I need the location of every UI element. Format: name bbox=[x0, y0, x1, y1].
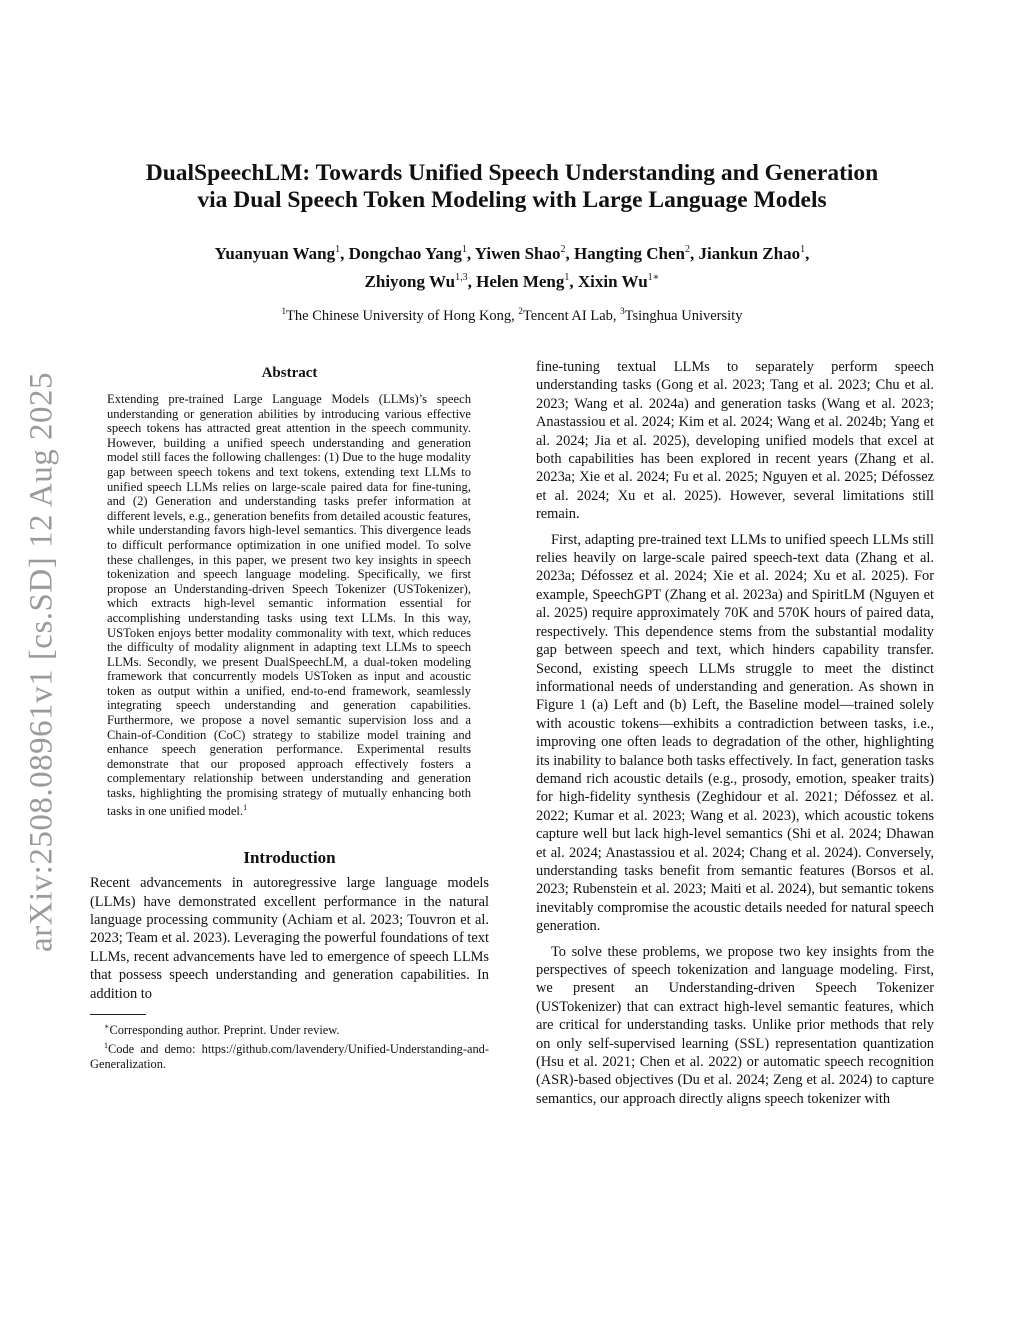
footnote-text: Corresponding author. Preprint. Under review. bbox=[109, 1023, 340, 1038]
intro-paragraph-1: Recent advancements in autoregressive large language models (LLMs) have demonstrated excellent performance in the natural language processing community (Achiam et al. 2023; Touvron et al. 2023; Team et al. 2023). Leveraging the powerful foundations of text LLMs, recent advancements have led to emergence of speech LLMs that possess speech understanding and generation capabilities. In addition to bbox=[90, 875, 489, 1002]
footnote-mark: 1 bbox=[104, 1041, 108, 1051]
author-affil-mark: 1 bbox=[800, 244, 806, 255]
intro-paragraph-4: To solve these problems, we propose two key insights from the perspectives of speech tokenization and language modeling. First, we present an Understanding-driven Speech Tokenizer (USTokenizer) that can extract high-level semantic features, which are critical for understanding tasks. Unlike prior methods that rely on only self-supervised learning (SSL) representation quantization (Hsu et al. 2021; Chen et al. 2022) or automatic speech recognition (ASR)-based objectives (Du et al. 2024; Zeng et al. 2024) to capture semantics, our approach directly aligns speech tokenizer with bbox=[536, 943, 934, 1107]
authors-line-2: Zhiyong Wu$^{1,3}$, Helen Meng$^1$, Xixin $Wu^{1∗}$ bbox=[364, 272, 660, 291]
author-affil-mark: 2 bbox=[560, 244, 566, 255]
left-column bbox=[90, 364, 489, 1072]
affil-mark: 3 bbox=[620, 306, 625, 316]
affiliation: Tencent AI Lab bbox=[522, 308, 613, 324]
affiliations: $^1$The Chinese University of Hong Kong, $^2$Tencent AI Lab, $^3$Tsinghua University bbox=[281, 306, 743, 324]
affil-mark: 2 bbox=[518, 306, 523, 316]
intro-paragraph-2: fine-tuning textual LLMs to separately perform speech understanding tasks (Gong et al. 2023; Tang et al. 2023; Chu et al. 2023; Wang et al. 2024a) and generation tasks (Wang et al. 2023; Anastassiou et al. 2024; Kim et al. 2024; Wang et al. 2024b; Yang et al. 2024; Jia et al. 2025), developing unified models that excel at both capabilities has been explored in recent years (Zhang et al. 2023a; Xie et al. 2024; Fu et al. 2025; Nguyen et al. 2025; Défossez et al. 2024; Xu et al. 2025). However, several limitations still remain. bbox=[536, 359, 934, 523]
author-affil-mark: 1,3 bbox=[455, 272, 468, 283]
footnote-text: Code and demo: https://github.com/lavendery/Unified-Understanding-and-Generalization. bbox=[90, 1042, 489, 1072]
author-name: Xixin Wu bbox=[577, 272, 648, 291]
paper-title bbox=[100, 160, 924, 214]
intro-paragraph-3: First, adapting pre-trained text LLMs to unified speech LLMs still relies heavily on large-scale paired speech-text data (Zhang et al. 2023a; Défossez et al. 2024; Xie et al. 2024; Xu et al. 2025). For example, SpeechGPT (Zhang et al. 2023a) and SpiritLM (Nguyen et al. 2025) require approximately 70K and 570K hours of paired data, respectively. This dependence stems from the substantial modality gap between speech and text, which hinders capability transfer. Second, existing speech LLMs struggle to meet the distinct informational needs of understanding and generation. As shown in Figure 1 (a) Left and (b) Left, the Baseline model—trained solely with acoustic tokens—exhibits a contradiction between tasks, i.e., improving one often leads to degradation of the other, highlighting its inability to balance both tasks effectively. In fact, generation tasks demand rich acoustic details (e.g., prosody, emotion, speaker traits) for high-fidelity synthesis (Zeghidour et al. 2021; Défossez et al. 2022; Kumar et al. 2023; Wang et al. 2023), which acoustic tokens capture well but lack high-level semantics (Shi et al. 2024; Dhawan et al. 2024; Anastassiou et al. 2024; Chang et al. 2024). Conversely, understanding tasks benefit from semantic features (Borsos et al. 2023; Rubenstein et al. 2023; Maiti et al. 2024), but semantic tokens inevitably compromise the acoustic details needed for natural speech generation. bbox=[536, 531, 934, 935]
author-name: Dongchao Yang bbox=[348, 244, 462, 263]
author-affil-mark: 1 bbox=[335, 244, 341, 255]
affiliation: Tsinghua University bbox=[624, 308, 743, 324]
footnote-code bbox=[90, 1038, 489, 1072]
footnote-corresponding bbox=[90, 1019, 489, 1038]
author-affil-mark: 1 bbox=[461, 244, 467, 255]
abstract-paragraph: Extending pre-trained Large Language Models (LLMs)’s speech understanding or generation abilities by introducing various effective speech tokens has attracted great attention in the speech community. However, building a unified speech understanding and generation model still faces the following challenges: (1) Due to the huge modality gap between speech tokens and text tokens, extending text LLMs to unified speech LLMs relies on large-scale paired data for fine-tuning, and (2) Generation and understanding tasks prefer information at different levels, e.g., generation benefits from detailed acoustic features, while understanding favors high-level semantics. This divergence leads to difficult performance optimization in one unified model. To solve these challenges, in this paper, we present two key insights in speech tokenization and speech language modeling. Specifically, we first propose an Understanding-driven Speech Tokenizer (USTokenizer), which extracts high-level semantic information essential for accomplishing understanding tasks using text LLMs. In this way, USToken enjoys better modality commonality with text, which reduces the difficulty of modality alignment in adapting text LLMs to speech LLMs. Secondly, we present DualSpeechLM, a dual-token modeling framework that concurrently models USToken as input and acoustic token as output within a unified, end-to-end framework, seamlessly integrating speech understanding and generation capabilities. Furthermore, we propose a novel semantic supervision loss and a Chain-of-Condition (CoC) strategy to stabilize model training and enhance speech generation performance. Experimental results demonstrate that our proposed approach effectively fosters a complementary relationship between understanding and generation tasks, highlighting the promising strategy of mutually enhancing both tasks in one unified model. bbox=[107, 392, 471, 818]
author-affil-mark: 1 bbox=[564, 272, 570, 283]
arxiv-sidebar bbox=[0, 0, 70, 1325]
footnote-mark: ∗ bbox=[104, 1022, 110, 1032]
author-list bbox=[100, 238, 924, 294]
author-affil-mark: 2 bbox=[685, 244, 691, 255]
author-name: Helen Meng bbox=[476, 272, 565, 291]
abstract-text bbox=[90, 392, 489, 818]
affil-mark: 1 bbox=[281, 306, 287, 316]
abstract-heading: Abstract bbox=[261, 365, 318, 381]
footnote-divider bbox=[90, 1014, 146, 1015]
author-name: Hangting Chen bbox=[574, 244, 686, 263]
title-line-2: via Dual Speech Token Modeling with Large Language Models bbox=[197, 187, 827, 213]
arxiv-identifier: arXiv:2508.08961v1 [cs.SD] 12 Aug 2025 bbox=[23, 372, 60, 952]
introduction-heading: Introduction bbox=[243, 848, 336, 868]
right-column bbox=[536, 358, 934, 1108]
author-name: Yuanyuan Wang bbox=[214, 244, 336, 263]
title-line-1: DualSpeechLM: Towards Unified Speech Understanding and Generation bbox=[145, 160, 879, 186]
author-affil-mark: 1∗ bbox=[647, 272, 660, 283]
author-name: Yiwen Shao bbox=[474, 244, 561, 263]
author-name: Jiankun Zhao bbox=[698, 244, 801, 263]
footnote-ref: 1 bbox=[243, 802, 248, 812]
author-name: Zhiyong Wu bbox=[364, 272, 456, 291]
paper-header bbox=[100, 160, 924, 326]
affiliation: The Chinese University of Hong Kong bbox=[286, 308, 512, 324]
authors-line-1: Yuanyuan Wang$^1$, Dongchao Yang$^1$, Yiwen Shao$^2$, Hangting Chen$^2$, Jiankun Zhao$^1$, bbox=[214, 244, 810, 263]
